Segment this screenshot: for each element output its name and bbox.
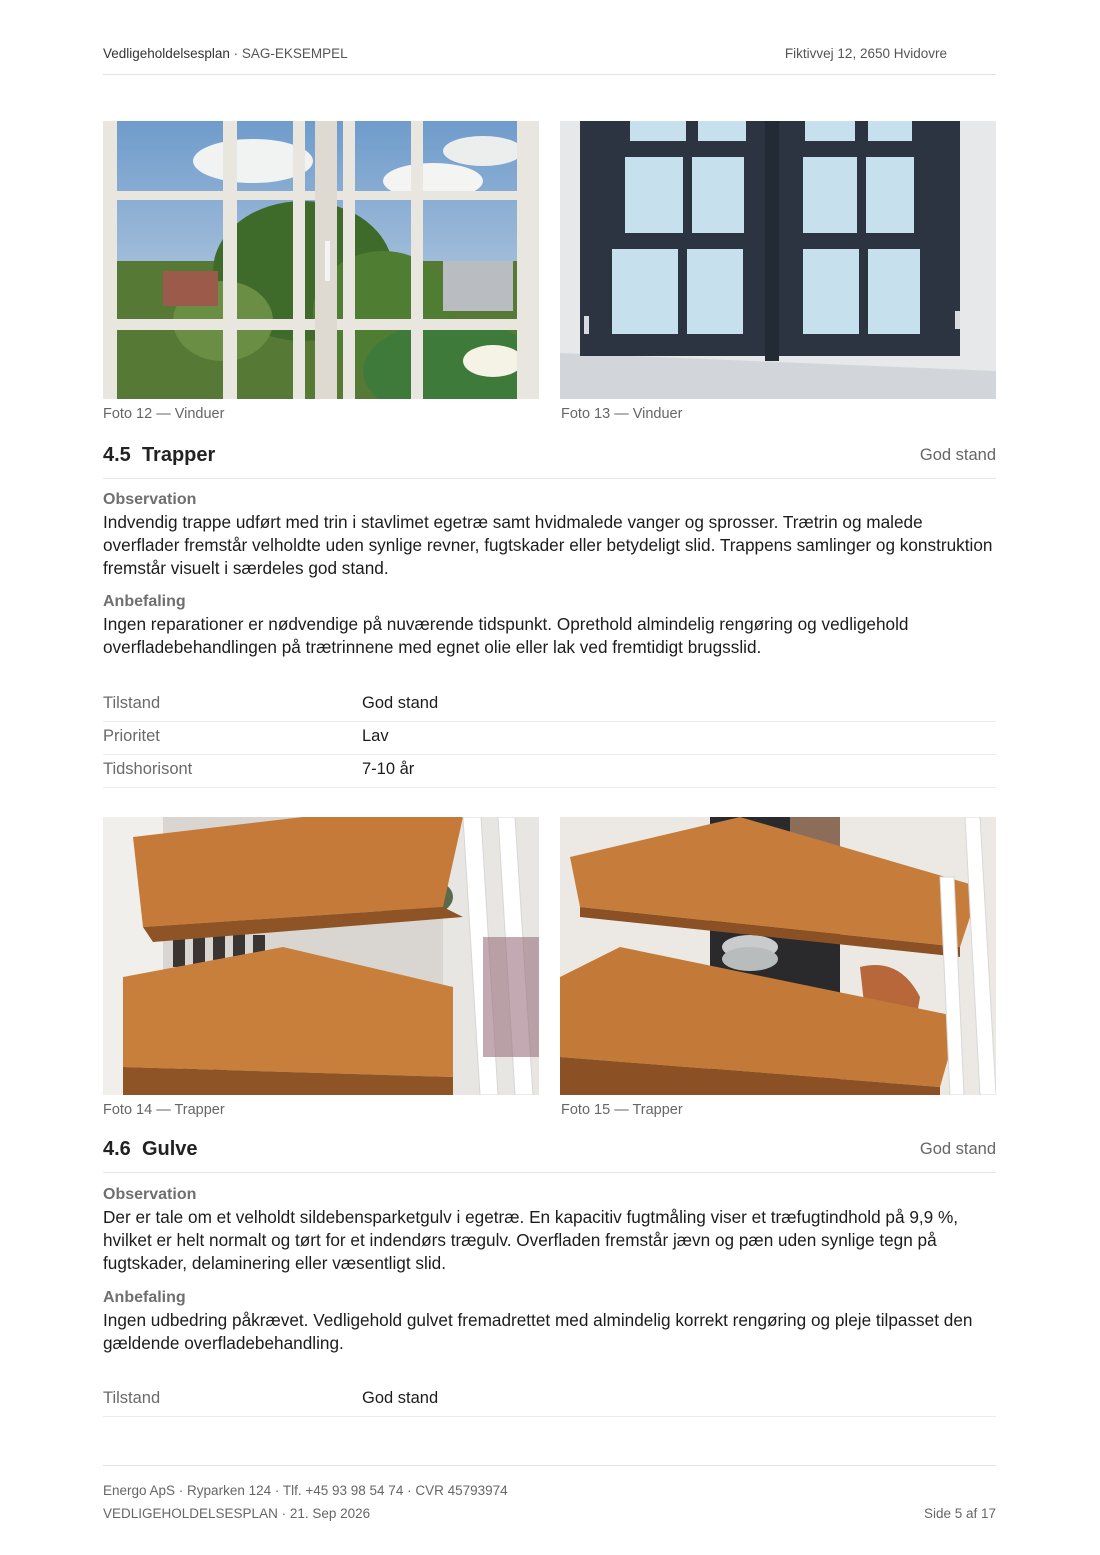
recommendation-text: Ingen reparationer er nødvendige på nuværende tidspunkt. Oprethold almindelig rengøring og vedligehold overfladebehandlingen på trætrinnene med egnet olie eller lak ved fremtidigt brugsslid. bbox=[103, 614, 909, 657]
observation-label: Observation bbox=[103, 491, 197, 508]
section-heading-gulve bbox=[103, 1138, 996, 1173]
section-heading-trapper bbox=[103, 444, 996, 479]
stairs-image-2 bbox=[560, 817, 996, 1095]
photo-caption-14: Foto 14 — Trapper bbox=[103, 1102, 225, 1118]
page-header bbox=[103, 44, 996, 75]
observation-label: Observation bbox=[103, 1186, 197, 1203]
field-value: 7-10 år bbox=[362, 760, 415, 778]
section-title bbox=[103, 1138, 198, 1161]
field-label: Tilstand bbox=[103, 1389, 161, 1407]
recommendation-text: Ingen udbedring påkrævet. Vedligehold gulvet fremadrettet med almindelig korrekt rengøring og pleje tilpasset den gældende overfladebehandling. bbox=[103, 1310, 973, 1353]
header-title bbox=[103, 46, 348, 61]
page-footer bbox=[103, 1465, 996, 1536]
section-name: Trapper bbox=[141, 444, 216, 466]
section-title bbox=[103, 444, 215, 467]
field-label: Tidshorisont bbox=[103, 760, 193, 778]
recommendation-label: Anbefaling bbox=[103, 593, 186, 610]
case-id: SAG-EKSEMPEL bbox=[241, 46, 348, 61]
section-number: 4.6 bbox=[103, 1138, 131, 1160]
field-label: Tilstand bbox=[103, 694, 161, 712]
photo-stairs-1[interactable] bbox=[103, 817, 539, 1095]
photo-window-exterior[interactable] bbox=[560, 121, 996, 399]
photo-window-interior[interactable] bbox=[103, 121, 539, 399]
table-row bbox=[103, 721, 996, 755]
photo-caption-15: Foto 15 — Trapper bbox=[561, 1102, 683, 1118]
window-interior-image bbox=[103, 121, 539, 399]
recommendation-label: Anbefaling bbox=[103, 1289, 186, 1306]
page-number: Side 5 af 17 bbox=[923, 1506, 996, 1521]
footer-company: Energo ApS · Ryparken 124 · Tlf. +45 93 98 54 74 · CVR 45793974 bbox=[103, 1483, 508, 1498]
field-label: Prioritet bbox=[103, 727, 160, 745]
photo-row-stairs bbox=[103, 817, 996, 1095]
field-value: God stand bbox=[362, 1389, 439, 1407]
observation-text: Der er tale om et velholdt sildebensparketgulv i egetræ. En kapacitiv fugtmåling viser et træfugtindhold på 9,9 %, hvilket er helt normalt og tørt for et indendørs trægulv. Overfladen fremstår jævn og pæn uden synlige tegn på fugtskader, delaminering eller væsentligt slid. bbox=[103, 1207, 959, 1273]
field-value: God stand bbox=[362, 694, 439, 712]
header-separator: · bbox=[229, 46, 242, 61]
section-status: God stand bbox=[919, 446, 996, 464]
report-page bbox=[103, 0, 996, 1555]
section-name: Gulve bbox=[141, 1138, 198, 1160]
window-exterior-image bbox=[560, 121, 996, 399]
header-address: Fiktivvej 12, 2650 Hvidovre bbox=[784, 46, 947, 61]
field-value: Lav bbox=[362, 727, 389, 745]
table-row bbox=[103, 754, 996, 788]
section-status: God stand bbox=[919, 1140, 996, 1158]
observation-text: Indvendig trappe udført med trin i stavlimet egetræ samt hvidmalede vanger og sprosser. Trætrin og malede overflader fremstår velholdte uden synlige revner, fugtskader eller betydeligt slid. Trappens samlinger og konstruktion fremstår visuelt i særdeles god stand. bbox=[103, 512, 993, 578]
table-row bbox=[103, 688, 996, 722]
stairs-image-1 bbox=[103, 817, 539, 1095]
photo-stairs-2[interactable] bbox=[560, 817, 996, 1095]
photo-caption-13: Foto 13 — Vinduer bbox=[561, 406, 683, 422]
photo-row-windows bbox=[103, 121, 996, 399]
table-row bbox=[103, 1383, 996, 1417]
section-number: 4.5 bbox=[103, 444, 131, 466]
photo-caption-12: Foto 12 — Vinduer bbox=[103, 406, 225, 422]
doc-title: Vedligeholdelsesplan bbox=[103, 46, 230, 61]
footer-doc-date: VEDLIGEHOLDELSESPLAN · 21. Sep 2026 bbox=[103, 1506, 371, 1521]
